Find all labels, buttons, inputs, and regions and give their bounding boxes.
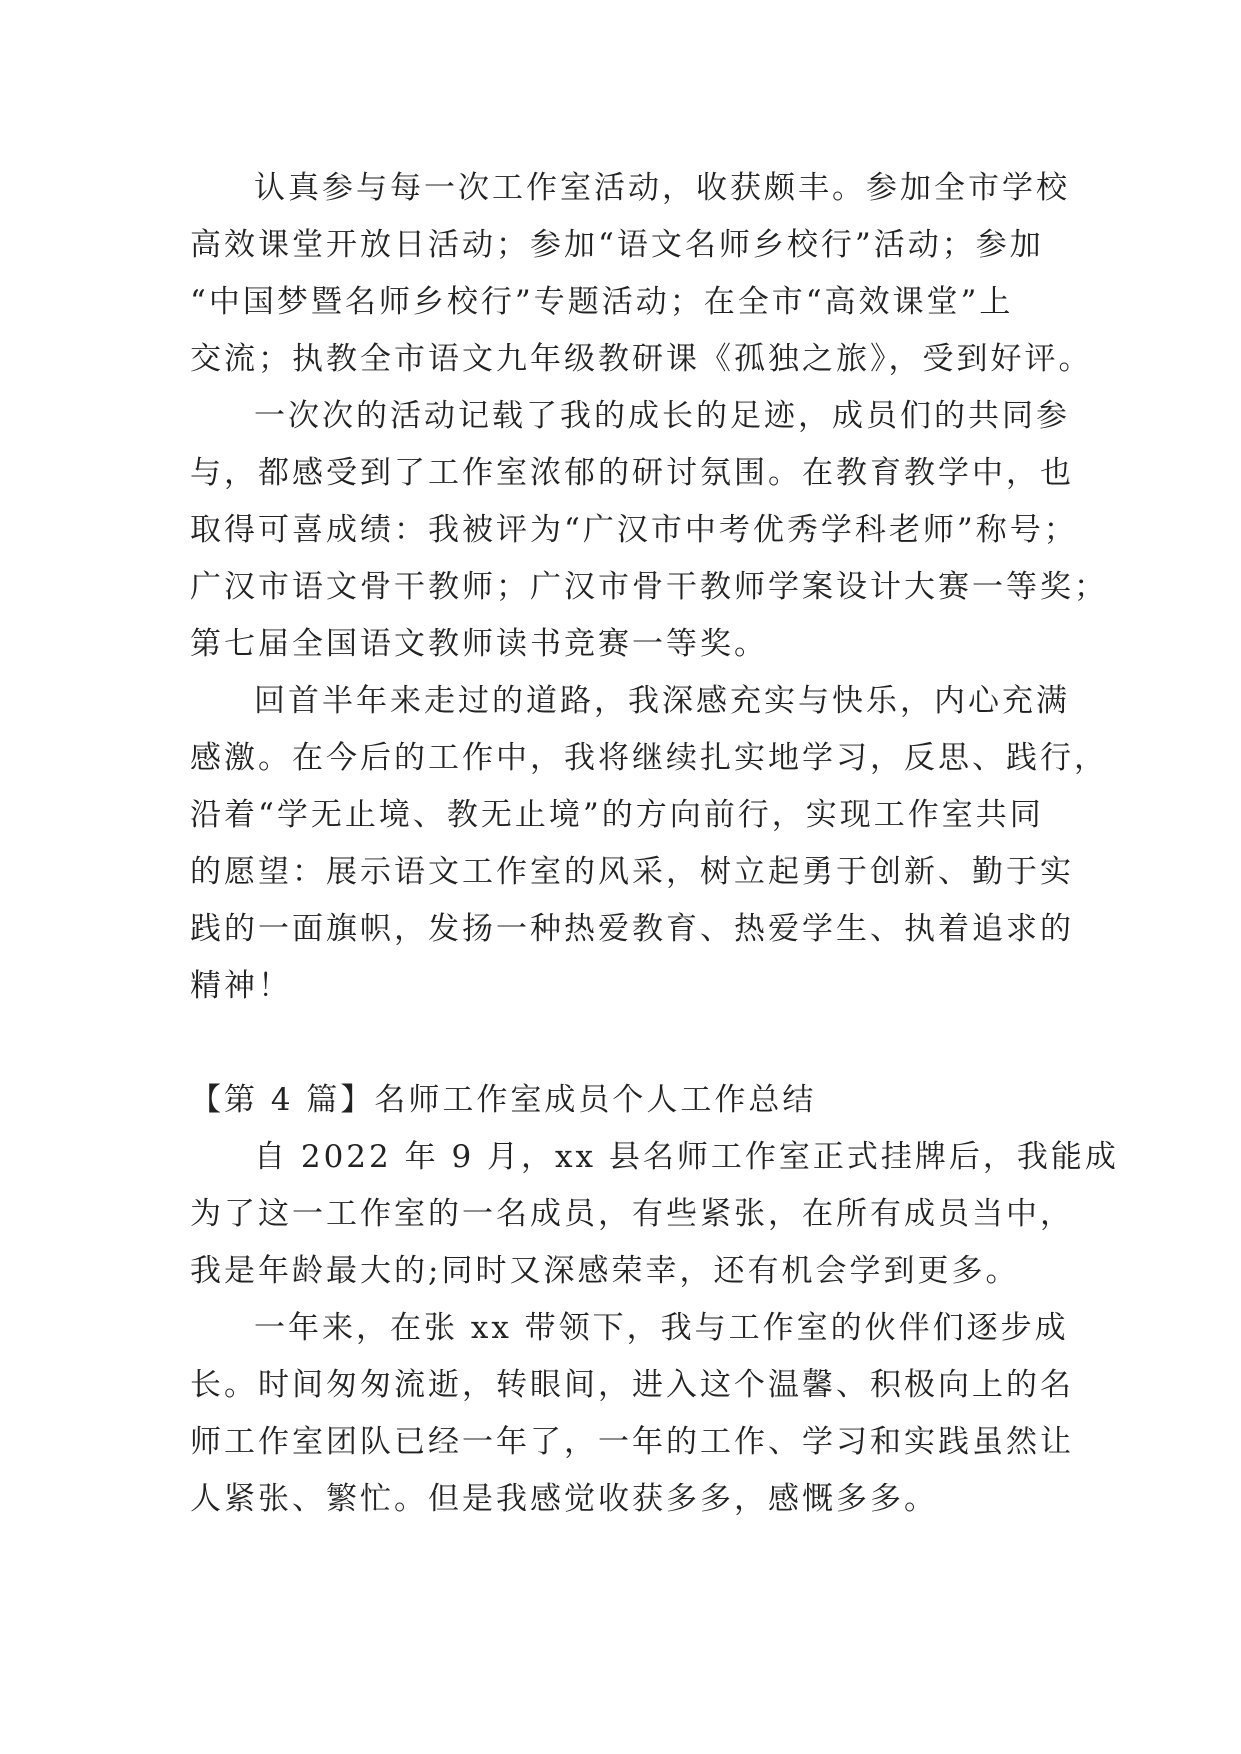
text-line: 长。时间匆匆流逝，转眼间，进入这个温馨、积极向上的名: [190, 1367, 1074, 1403]
paragraph-3: [190, 673, 1108, 1015]
text-line: 精神！: [190, 968, 292, 1004]
text-line: 广汉市语文骨干教师；广汉市骨干教师学案设计大赛一等奖；: [190, 569, 1108, 605]
section-heading: 【第 4 篇】名师工作室成员个人工作总结: [190, 1082, 817, 1118]
section-4-paragraph-2: [190, 1300, 1074, 1528]
text-line: 为了这一工作室的一名成员，有些紧张，在所有成员当中，: [190, 1196, 1074, 1232]
text-line: 一年来，在张 xx 带领下，我与工作室的伙伴们逐步成: [254, 1310, 1069, 1346]
text-line: 践的一面旗帜，发扬一种热爱教育、热爱学生、执着追求的: [190, 911, 1074, 947]
text-line: 师工作室团队已经一年了，一年的工作、学习和实践虽然让: [190, 1424, 1074, 1460]
text-line: 交流；执教全市语文九年级教研课《孤独之旅》，受到好评。: [190, 341, 1093, 377]
text-line: 人紧张、繁忙。但是我感觉收获多多，感慨多多。: [190, 1481, 938, 1517]
text-line: 我是年龄最大的;同时又深感荣幸，还有机会学到更多。: [190, 1253, 1020, 1289]
paragraph-2: [190, 388, 1108, 673]
text-line: 一次次的活动记载了我的成长的足迹，成员们的共同参: [254, 398, 1070, 434]
text-line: 与，都感受到了工作室浓郁的研讨氛围。在教育教学中，也: [190, 455, 1074, 491]
text-line: 取得可喜成绩：我被评为“广汉市中考优秀学科老师”称号；: [190, 512, 1078, 548]
text-line: 第七届全国语文教师读书竞赛一等奖。: [190, 626, 768, 662]
text-line: 感激。在今后的工作中，我将继续扎实地学习，反思、践行，: [190, 740, 1108, 776]
text-line: 高效课堂开放日活动；参加“语文名师乡校行”活动；参加: [190, 227, 1044, 263]
document-body: [190, 160, 1119, 1528]
text-line: 认真参与每一次工作室活动，收获颇丰。参加全市学校: [254, 170, 1070, 206]
text-line: 的愿望：展示语文工作室的风采，树立起勇于创新、勤于实: [190, 854, 1074, 890]
text-line: 自 2022 年 9 月，xx 县名师工作室正式挂牌后，我能成: [254, 1139, 1119, 1175]
section-spacer: [190, 1015, 1070, 1072]
section-4-paragraph-1: [190, 1129, 1119, 1300]
text-line: 回首半年来走过的道路，我深感充实与快乐，内心充满: [254, 683, 1070, 719]
text-line: 沿着“学无止境、教无止境”的方向前行，实现工作室共同: [190, 797, 1044, 833]
paragraph-1: [190, 160, 1093, 388]
text-line: “中国梦暨名师乡校行”专题活动；在全市“高效课堂”上: [190, 284, 1014, 320]
